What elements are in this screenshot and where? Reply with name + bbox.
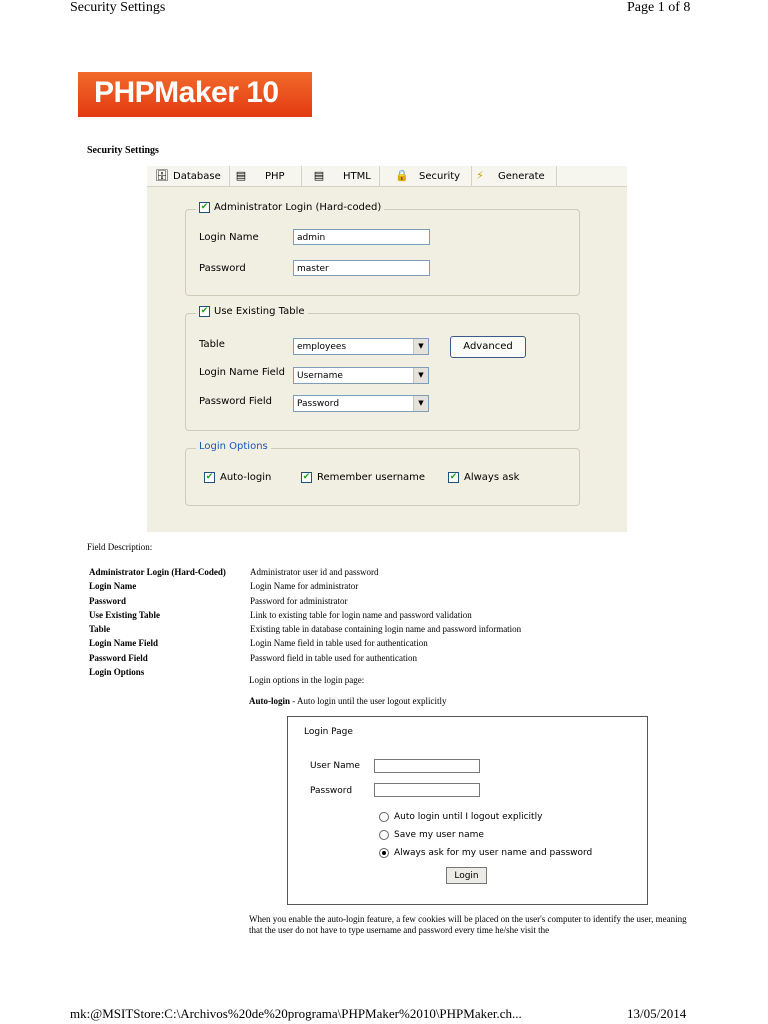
radio-always-ask[interactable] xyxy=(379,848,592,858)
security-settings-panel xyxy=(147,166,627,532)
table-row xyxy=(89,608,521,622)
section-title: Security Settings xyxy=(87,145,159,156)
tab-generate[interactable] xyxy=(474,166,557,186)
tab-label: Security xyxy=(419,170,461,182)
field-desc: Password field in table used for authentication xyxy=(250,652,417,663)
tab-security[interactable] xyxy=(395,166,472,186)
user-name-input[interactable] xyxy=(374,759,480,773)
chevron-down-icon[interactable]: ▼ xyxy=(413,368,428,383)
table-row xyxy=(89,565,521,579)
lock-icon: 🔒 xyxy=(395,169,409,182)
password-label: Password xyxy=(199,263,246,274)
document-title: Security Settings xyxy=(70,0,166,15)
database-icon: 🗄 xyxy=(155,169,169,182)
login-name-label: Login Name xyxy=(199,232,259,243)
login-page-title: Login Page xyxy=(304,727,353,737)
login-name-field-label: Login Name Field xyxy=(199,367,285,378)
logo-text: PHPMaker 10 xyxy=(94,76,279,109)
login-password-input[interactable] xyxy=(374,783,480,797)
chevron-down-icon[interactable]: ▼ xyxy=(413,396,428,411)
tab-label: PHP xyxy=(265,170,285,182)
password-field-select[interactable] xyxy=(293,395,429,412)
auto-login-paragraph: When you enable the auto-login feature, a few cookies will be placed on the user's computer to identify the user, meaning that the user do not have to type username and password every time he/she visit the xyxy=(249,914,687,935)
tab-html[interactable] xyxy=(313,166,380,186)
footer-date: 13/05/2014 xyxy=(627,1006,687,1021)
field-key: Table xyxy=(89,624,111,635)
field-key: Login Options xyxy=(89,667,145,678)
user-name-label: User Name xyxy=(310,761,360,771)
password-field-value: Password xyxy=(297,399,340,409)
auto-login-checkbox[interactable]: ✔ xyxy=(205,472,214,482)
field-key: Password xyxy=(89,595,127,606)
login-name-input[interactable]: admin xyxy=(293,229,430,245)
tab-label: Generate xyxy=(498,170,545,182)
tab-label: Database xyxy=(173,170,221,182)
login-options-intro: Login options in the login page: xyxy=(249,675,365,685)
password-field-label: Password Field xyxy=(199,396,272,407)
login-button[interactable]: Login xyxy=(446,867,487,884)
html-file-icon: ▤ xyxy=(313,169,325,182)
field-key: Use Existing Table xyxy=(89,609,161,620)
auto-login-option[interactable] xyxy=(204,472,271,483)
always-ask-checkbox[interactable]: ✔ xyxy=(449,472,458,482)
radio-label: Always ask for my user name and password xyxy=(394,848,593,858)
admin-login-group xyxy=(185,202,580,296)
radio-auto-login[interactable] xyxy=(379,812,542,822)
tab-database[interactable] xyxy=(155,166,230,186)
field-key: Password Field xyxy=(89,652,148,663)
login-page-example xyxy=(287,716,648,905)
field-key: Administrator Login (Hard-Coded) xyxy=(89,567,226,577)
lightning-icon: ⚡ xyxy=(476,169,484,182)
auto-login-term: Auto-login xyxy=(249,696,291,706)
field-desc: Administrator user id and password xyxy=(250,567,379,577)
password-input[interactable]: master xyxy=(293,260,430,276)
field-description-title: Field Description: xyxy=(87,542,153,552)
advanced-button[interactable]: Advanced xyxy=(450,336,526,358)
chevron-down-icon[interactable]: ▼ xyxy=(413,339,428,354)
field-key: Login Name xyxy=(89,581,137,592)
admin-login-checkbox[interactable]: ✔ xyxy=(200,202,209,212)
table-row xyxy=(89,594,521,608)
field-desc: Existing table in database containing login name and password information xyxy=(250,624,522,635)
tab-label: HTML xyxy=(343,170,371,182)
field-description-table xyxy=(89,565,521,679)
tab-php[interactable] xyxy=(235,166,302,186)
remember-username-label: Remember username xyxy=(317,472,426,483)
radio-label: Auto login until I logout explicitly xyxy=(394,812,543,822)
always-ask-option[interactable] xyxy=(448,472,519,483)
field-desc: Login Name field in table used for authentication xyxy=(250,638,428,649)
radio-button-selected[interactable] xyxy=(379,848,389,858)
existing-table-label: Use Existing Table xyxy=(214,306,305,317)
admin-login-checkbox-label[interactable] xyxy=(196,202,384,213)
login-options-label: Login Options xyxy=(196,441,271,452)
table-select[interactable] xyxy=(293,338,429,355)
login-name-field-value: Username xyxy=(297,371,343,381)
field-desc: Link to existing table for login name and password validation xyxy=(250,609,472,620)
existing-table-checkbox[interactable]: ✔ xyxy=(200,306,209,316)
radio-button[interactable] xyxy=(379,830,389,840)
field-key: Login Name Field xyxy=(89,638,158,649)
table-row xyxy=(89,622,521,636)
existing-table-checkbox-label[interactable] xyxy=(196,306,308,317)
admin-login-label: Administrator Login (Hard-coded) xyxy=(214,202,382,213)
table-row xyxy=(89,651,521,665)
field-desc: Login Name for administrator xyxy=(250,581,359,592)
remember-username-option[interactable] xyxy=(301,472,425,483)
existing-table-group xyxy=(185,306,580,431)
php-file-icon: ▤ xyxy=(235,169,247,182)
always-ask-label: Always ask xyxy=(464,472,520,483)
login-options-group xyxy=(185,441,580,506)
remember-username-checkbox[interactable]: ✔ xyxy=(302,472,311,482)
table-label: Table xyxy=(199,339,225,350)
auto-login-description xyxy=(249,696,447,706)
tab-bar xyxy=(147,166,627,187)
phpmaker-logo xyxy=(78,72,312,117)
login-name-field-select[interactable] xyxy=(293,367,429,384)
radio-label: Save my user name xyxy=(394,830,484,840)
login-password-label: Password xyxy=(310,786,353,796)
field-desc: Password for administrator xyxy=(250,595,348,606)
table-row xyxy=(89,636,521,650)
radio-button[interactable] xyxy=(379,812,389,822)
page-number: Page 1 of 8 xyxy=(627,0,691,15)
auto-login-text: - Auto login until the user logout explicitly xyxy=(290,696,447,706)
radio-save-username[interactable] xyxy=(379,830,484,840)
footer-path: mk:@MSITStore:C:\Archivos%20de%20programa\PHPMaker%2010\PHPMaker.ch... xyxy=(70,1006,522,1021)
table-row xyxy=(89,579,521,593)
table-select-value: employees xyxy=(297,342,347,352)
auto-login-label: Auto-login xyxy=(220,472,272,483)
